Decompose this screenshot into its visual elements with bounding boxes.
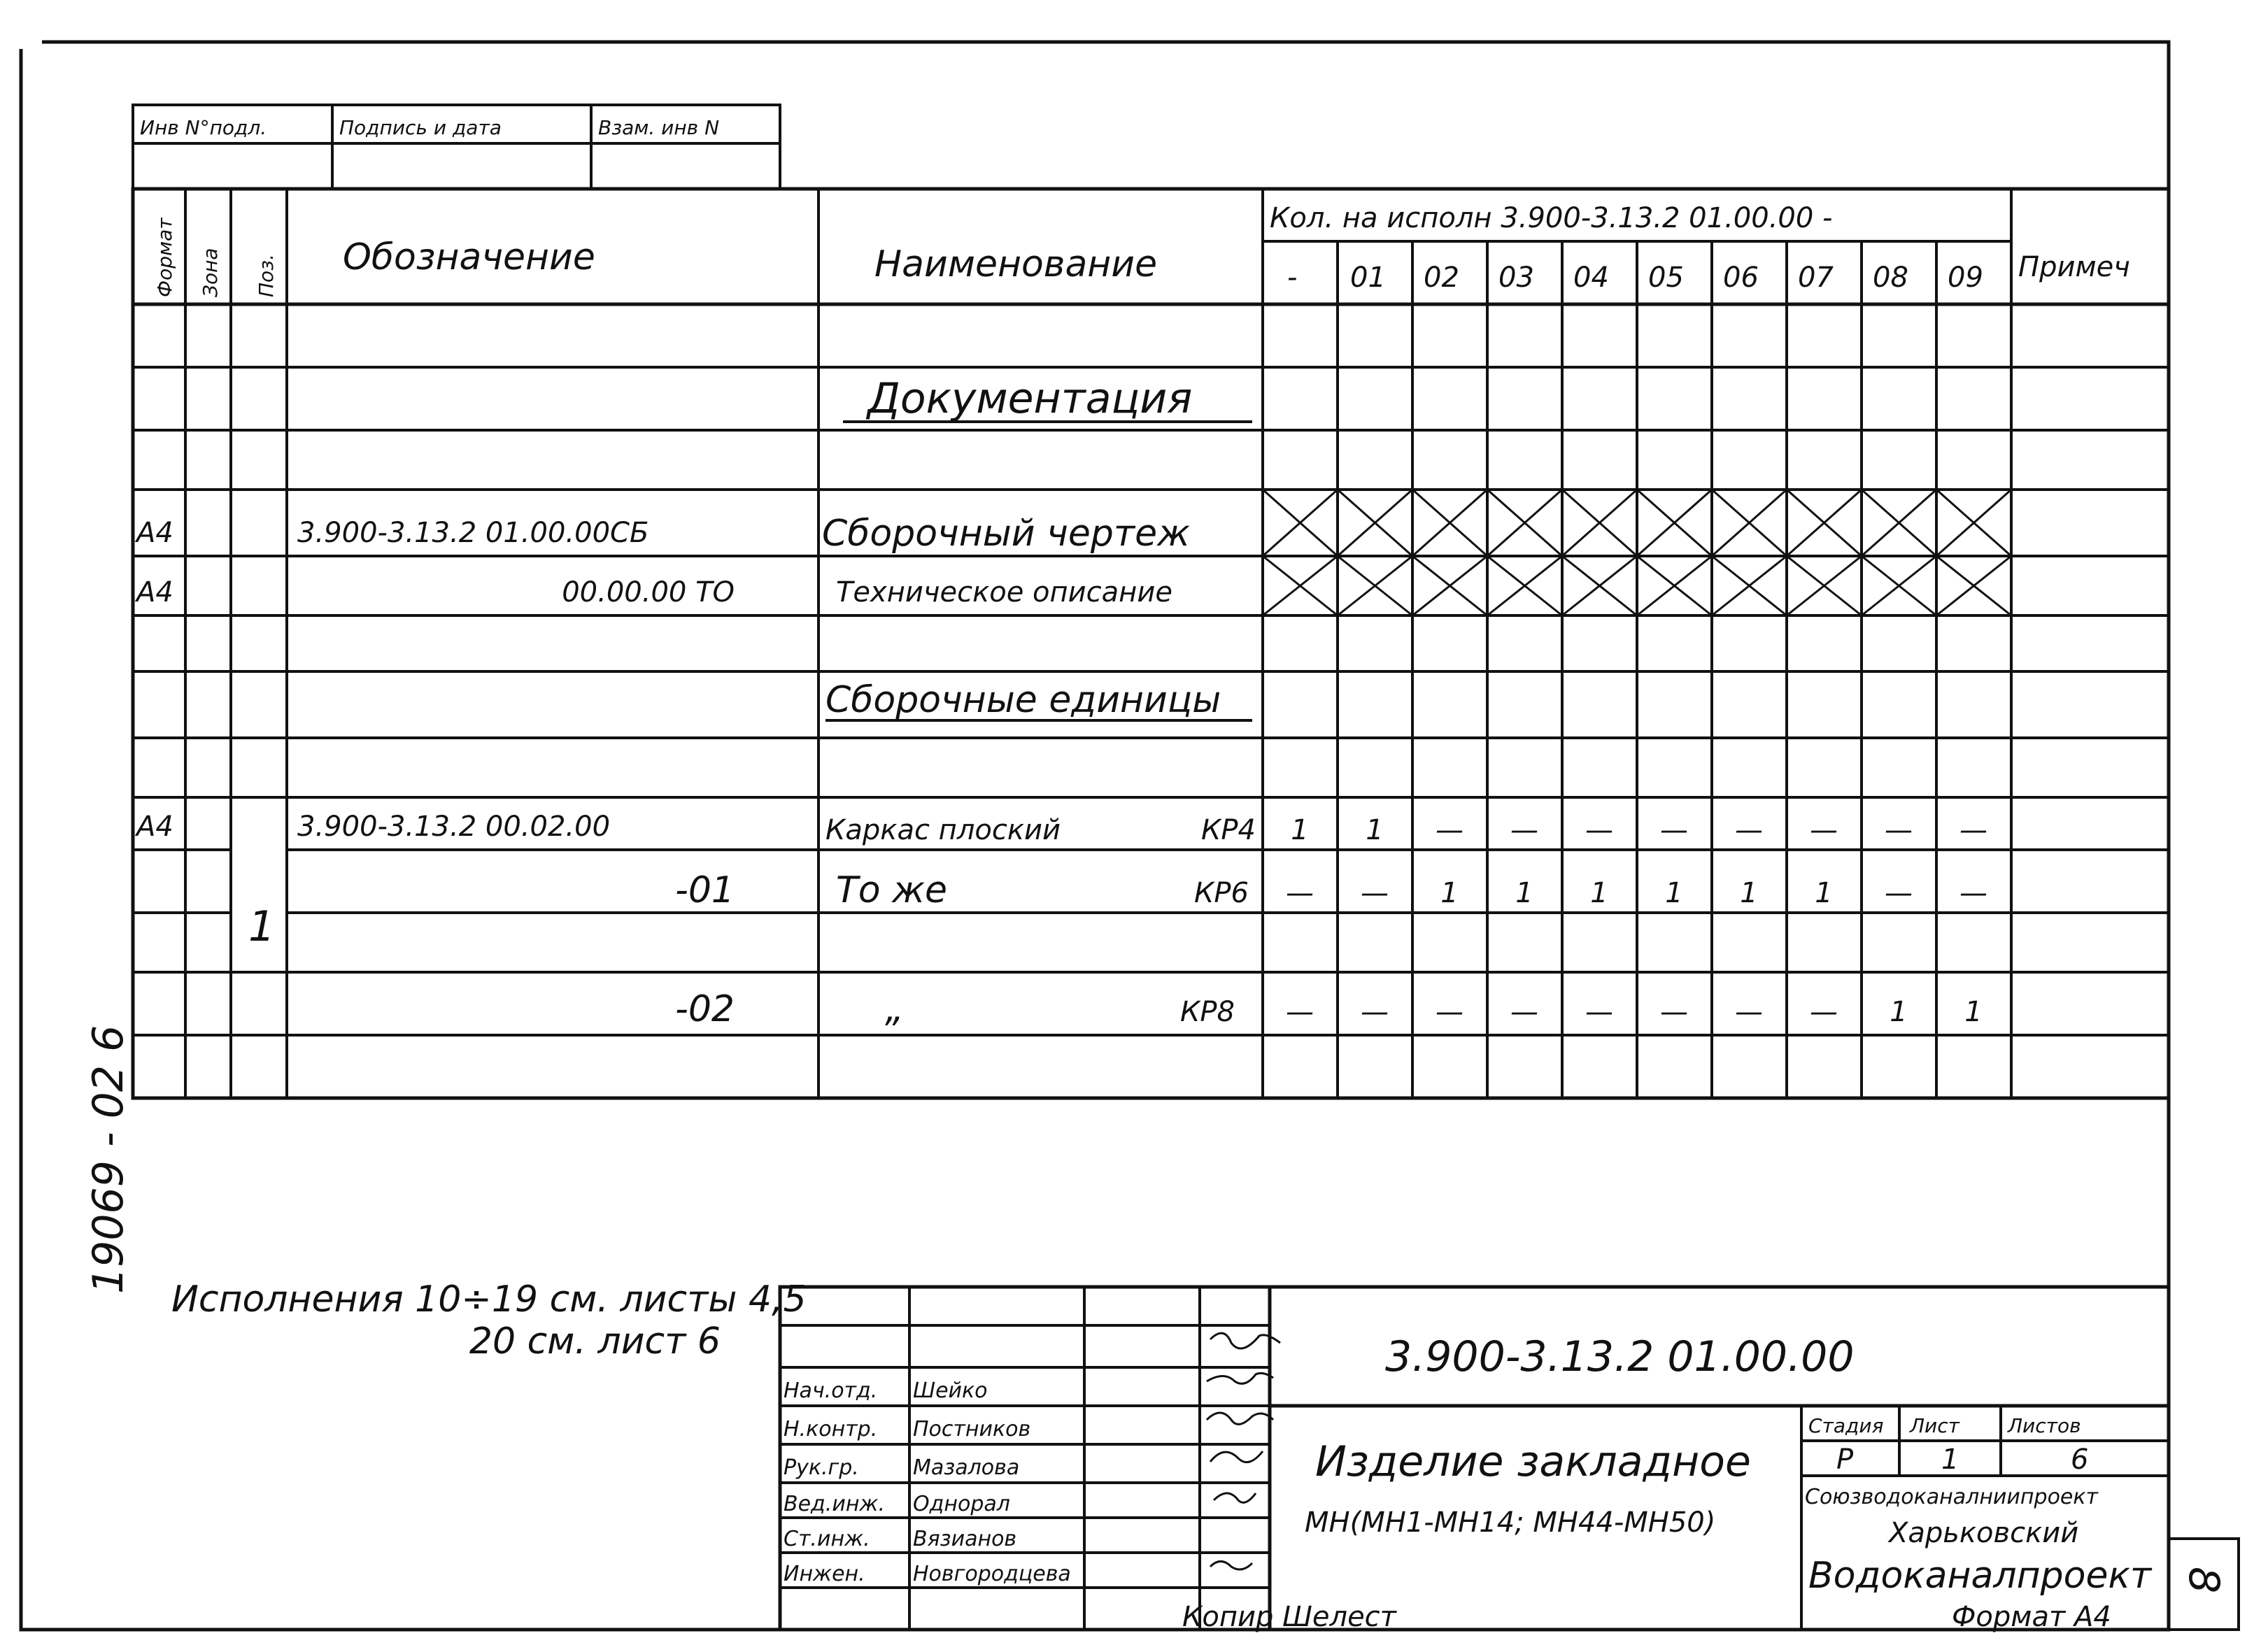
variant-header: 04: [1573, 262, 1609, 294]
org-line-3: Водоканалпроект: [1808, 1555, 2152, 1597]
signature-name: Мазалова: [913, 1455, 1020, 1480]
variant-headers: [1287, 262, 1983, 294]
qty-cell: —: [1286, 996, 1314, 1028]
row-designation: -02: [675, 988, 735, 1030]
qty-per-variant-header: Кол. на исполн 3.900-3.13.2 01.00.00 -: [1270, 202, 1833, 234]
inv-no-label: Инв N°подл.: [140, 116, 267, 139]
document-title: Изделие закладное: [1315, 1437, 1751, 1486]
side-number: 19069 - 02 6: [84, 1025, 133, 1294]
org-line-1: Союзводоканалниипроект: [1805, 1485, 2098, 1509]
qty-cell: —: [1436, 996, 1463, 1028]
row-name: То же: [836, 869, 947, 911]
sheets-value: 6: [2071, 1444, 2089, 1476]
signature-role: Рук.гр.: [784, 1455, 859, 1480]
name-header: Наименование: [874, 243, 1158, 285]
row-format: А4: [136, 517, 173, 549]
row-designation: 3.900-3.13.2 01.00.00СБ: [297, 517, 649, 549]
qty-cell: —: [1436, 814, 1463, 846]
sheets-label: Листов: [2008, 1414, 2081, 1437]
variant-header: 07: [1798, 262, 1834, 294]
format-header: Формат: [153, 218, 176, 297]
position-number: 1: [248, 902, 276, 951]
table-row: [675, 869, 1987, 911]
document-code: 3.900-3.13.2 01.00.00: [1385, 1332, 1855, 1381]
row-format: А4: [136, 576, 173, 608]
stage-value: Р: [1836, 1444, 1854, 1476]
sheet-value: 1: [1941, 1444, 1959, 1476]
qty-cell: —: [1885, 814, 1913, 846]
row-code: КР4: [1201, 814, 1256, 846]
row-code: КР8: [1180, 996, 1235, 1028]
variant-header: 05: [1648, 262, 1684, 294]
replace-inv-label: Взам. инв N: [598, 116, 720, 139]
qty-cell: —: [1735, 814, 1763, 846]
variant-header: 03: [1498, 262, 1534, 294]
row-designation: 00.00.00 ТО: [562, 576, 735, 608]
qty-cell: 1: [1590, 877, 1608, 909]
stage-label: Стадия: [1808, 1414, 1884, 1437]
qty-cell: —: [1361, 877, 1389, 909]
qty-cell: —: [1585, 996, 1613, 1028]
qty-cell: —: [1735, 996, 1763, 1028]
variant-header: 06: [1723, 262, 1759, 294]
row-format: А4: [136, 811, 173, 843]
corner-mark: 8: [2179, 1567, 2228, 1594]
note-line-1: Исполнения 10÷19 см. листы 4,5: [171, 1279, 807, 1320]
signature-name: Шейко: [913, 1379, 988, 1403]
variant-header: -: [1287, 262, 1298, 294]
signature-name: Новгородцева: [913, 1562, 1071, 1586]
qty-cell: —: [1585, 814, 1613, 846]
variant-header: 01: [1350, 262, 1386, 294]
qty-cell: 1: [1964, 996, 1983, 1028]
qty-cell: —: [1810, 996, 1838, 1028]
qty-cell: 1: [1890, 996, 1908, 1028]
org-line-2: Харьковский: [1889, 1517, 2079, 1549]
qty-cell: 1: [1815, 877, 1833, 909]
qty-cell: —: [1959, 814, 1987, 846]
signature-name: Постников: [913, 1417, 1031, 1441]
qty-cell: 1: [1291, 814, 1309, 846]
qty-cell: —: [1510, 814, 1538, 846]
variant-header: 08: [1873, 262, 1908, 294]
section-documentation: Документация: [867, 374, 1193, 423]
qty-cell: —: [1810, 814, 1838, 846]
table-row: [134, 576, 1172, 608]
note-line-2: 20 см. лист 6: [469, 1320, 721, 1362]
qty-cell: —: [1885, 877, 1913, 909]
qty-cell: —: [1660, 996, 1688, 1028]
section-assemblies: Сборочные единицы: [825, 679, 1221, 721]
row-name: Сборочный чертеж: [822, 513, 1190, 555]
qty-cell: —: [1510, 996, 1538, 1028]
qty-cell: 1: [1440, 877, 1459, 909]
variant-header: 02: [1424, 262, 1459, 294]
row-name: Техническое описание: [836, 576, 1172, 608]
signature-role: Ст.инж.: [784, 1527, 870, 1551]
qty-cell: 1: [1366, 814, 1384, 846]
signature-role: Н.контр.: [784, 1417, 878, 1441]
sheet-format: Формат А4: [1952, 1601, 2111, 1633]
document-subtitle: МН(МН1-МН14; МН44-МН50): [1305, 1507, 1716, 1539]
table-row: [134, 811, 1987, 846]
sign-date-label: Подпись и дата: [339, 116, 502, 139]
qty-cell: —: [1361, 996, 1389, 1028]
signature-role: Вед.инж.: [784, 1492, 885, 1516]
row-designation: 3.900-3.13.2 00.02.00: [297, 811, 611, 843]
zone-header: Зона: [199, 248, 222, 297]
signature-name: Однорал: [913, 1492, 1010, 1516]
note-header: Примеч: [2018, 251, 2130, 283]
row-designation: -01: [675, 869, 735, 911]
variant-header: 09: [1948, 262, 1983, 294]
copied-by: Копир Шелест: [1182, 1601, 1396, 1633]
designation-header: Обозначение: [343, 236, 595, 278]
qty-cell: 1: [1740, 877, 1758, 909]
signature-name: Вязианов: [913, 1527, 1017, 1551]
row-name: „: [885, 988, 904, 1030]
signature-role: Инжен.: [784, 1562, 865, 1586]
qty-cell: 1: [1665, 877, 1683, 909]
sheet-label: Лист: [1910, 1414, 1959, 1437]
signature-role: Нач.отд.: [784, 1379, 878, 1403]
qty-cell: —: [1286, 877, 1314, 909]
table-row: [134, 513, 1190, 555]
qty-cell: —: [1660, 814, 1688, 846]
row-name: Каркас плоский: [825, 814, 1061, 846]
pos-header: Поз.: [255, 254, 278, 297]
qty-cell: —: [1959, 877, 1987, 909]
qty-cell: 1: [1515, 877, 1533, 909]
row-code: КР6: [1194, 877, 1249, 909]
